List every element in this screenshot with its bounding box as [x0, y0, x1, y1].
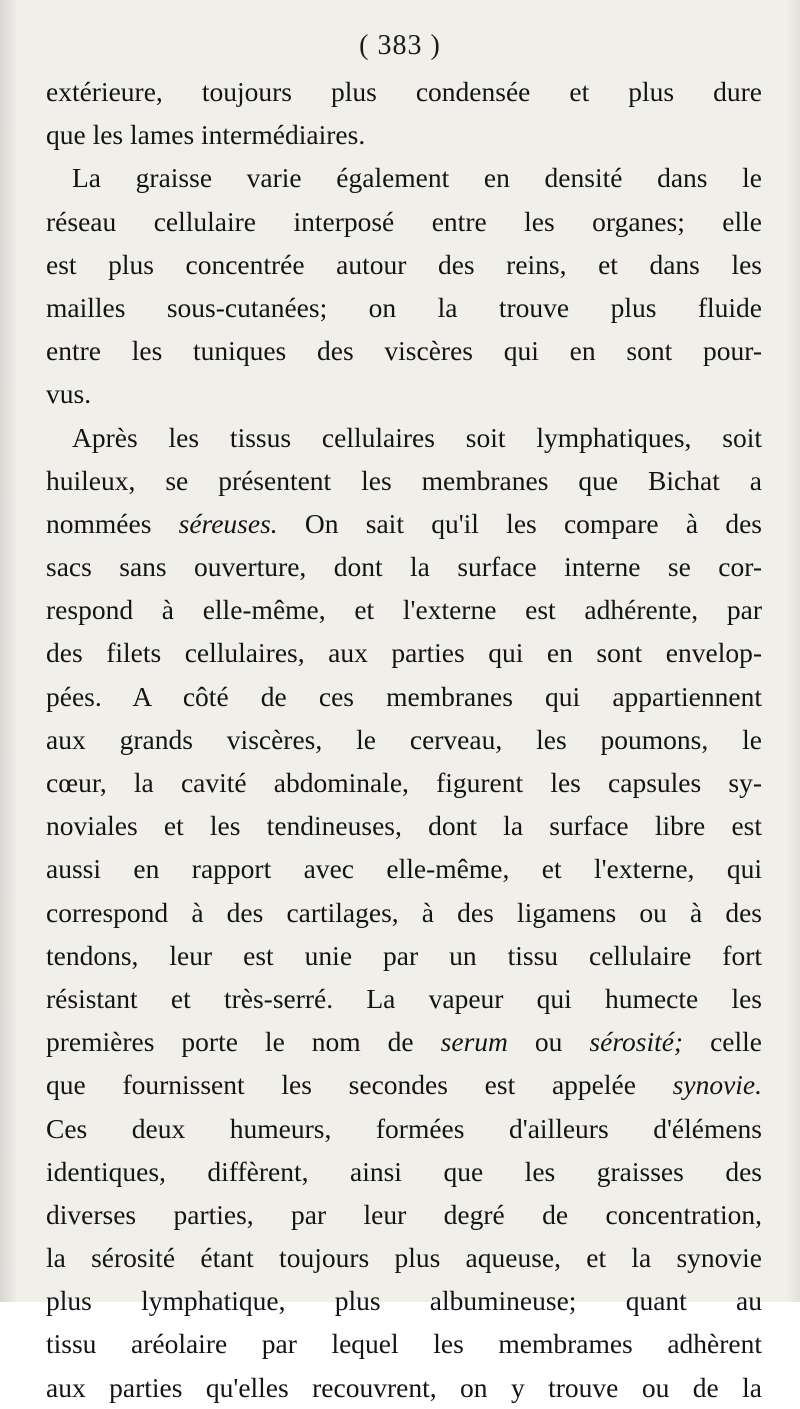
italic-term: sérosité; [589, 1026, 684, 1058]
text-line: extérieure, toujours plus condensée et plus dure [46, 76, 762, 107]
text-line: que les lames intermédiaires. [46, 119, 366, 151]
text-line: tendons, leur est unie par un tissu cellulaire fort [46, 939, 762, 971]
text-line: Après les tissus cellulaires soit lymphatiques, soit [72, 421, 762, 453]
text-line: entre les tuniques des viscères qui en sont pour- [46, 335, 762, 367]
text-line: aussi en rapport avec elle-même, et l'externe, qui [46, 853, 762, 885]
body-text [46, 70, 762, 1409]
text-line: réseau cellulaire interposé entre les organes; elle [46, 205, 762, 237]
text-line: la sérosité étant toujours plus aqueuse, et la synovie [46, 1242, 762, 1274]
text-line: aux grands viscères, le cerveau, les poumons, le [46, 723, 762, 755]
text-line: respond à elle-même, et l'externe est adhérente, par [46, 594, 762, 626]
text-line [46, 1063, 762, 1106]
text-line: sacs sans ouverture, dont la surface interne se cor- [46, 551, 762, 583]
text-line: pées. A côté de ces membranes qui appartiennent [46, 680, 762, 712]
text-line: diverses parties, par leur degré de concentration, [46, 1198, 762, 1230]
text-line: huileux, se présentent les membranes que Bichat a [46, 464, 762, 496]
page-number: ( 383 ) [359, 30, 441, 61]
text-line: identiques, diffèrent, ainsi que les graisses des [46, 1155, 762, 1187]
text-line [46, 1020, 762, 1063]
italic-term: serum [440, 1026, 508, 1058]
text-line: mailles sous-cutanées; on la trouve plus fluide [46, 291, 762, 323]
text-line: des filets cellulaires, aux parties qui en sont envelop- [46, 637, 762, 669]
text-line: La graisse varie également en densité dans le [72, 162, 762, 194]
text-line: noviales et les tendineuses, dont la surface libre est [46, 810, 762, 842]
text-line: tissu aréolaire par lequel les membrames adhèrent [46, 1328, 762, 1360]
text-fragment: que fournissent les secondes est appelée [46, 1069, 673, 1101]
text-line [46, 502, 762, 545]
text-line: aux parties qu'elles recouvrent, on y trouve ou de la [46, 1371, 762, 1403]
text-fragment: premières porte le nom de [46, 1026, 441, 1058]
text-fragment: nommées [46, 507, 179, 539]
italic-term: séreuses. [178, 507, 278, 539]
text-line: plus lymphatique, plus albumineuse; quant au [46, 1285, 762, 1317]
text-fragment: On sait qu'il les compare à des [277, 507, 762, 539]
italic-term: synovie. [672, 1069, 762, 1101]
text-line: est plus concentrée autour des reins, et dans les [46, 248, 762, 280]
text-fragment: celle [683, 1026, 762, 1058]
text-line: résistant et très-serré. La vapeur qui humecte les [46, 982, 762, 1014]
text-line: correspond à des cartilages, à des ligamens ou à des [46, 896, 762, 928]
text-line: vus. [46, 378, 92, 410]
text-line: cœur, la cavité abdominale, figurent les capsules sy- [46, 767, 762, 798]
text-line: Ces deux humeurs, formées d'ailleurs d'élémens [46, 1112, 762, 1144]
text-fragment: ou [507, 1026, 590, 1058]
